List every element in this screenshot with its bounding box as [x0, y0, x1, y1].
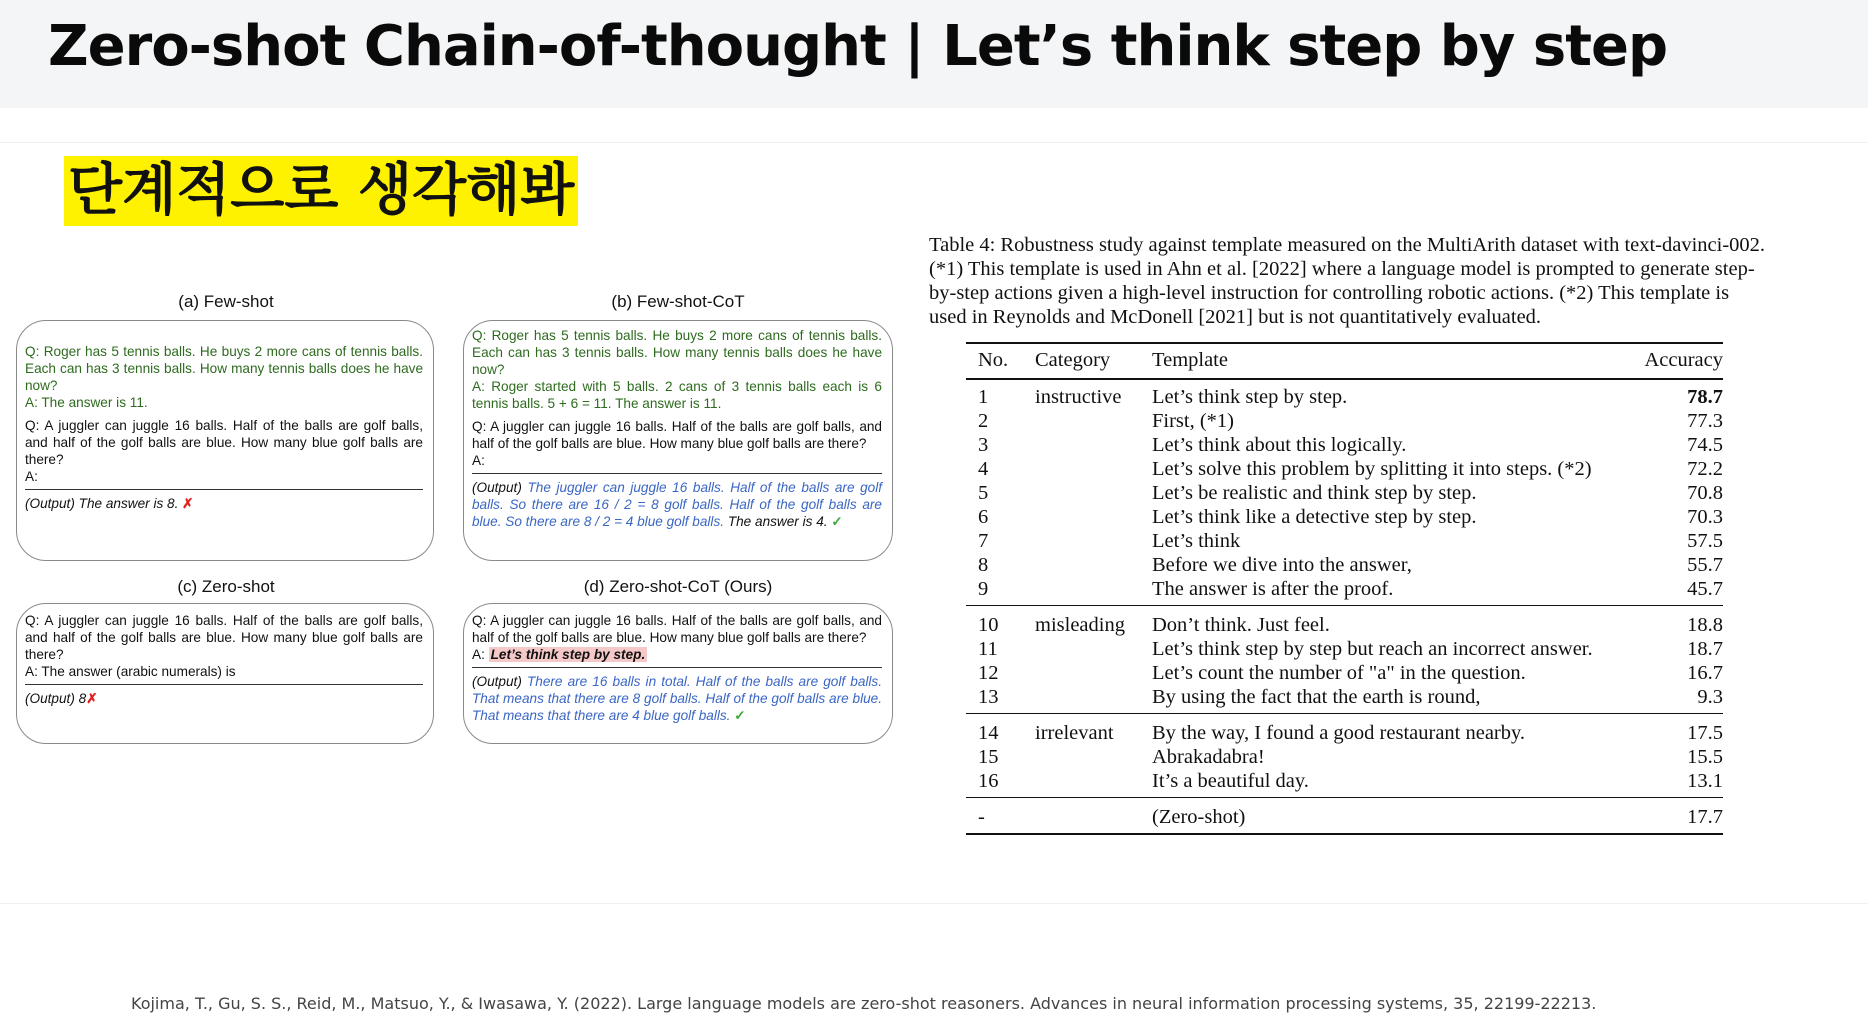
question-text: Q: A juggler can juggle 16 balls. Half of the balls are golf balls, and half of the golf balls are blue. How many blue golf balls are there?: [25, 418, 423, 467]
row-number: 15: [978, 746, 999, 768]
row-number: 3: [978, 434, 989, 456]
row-accuracy: 70.8: [1687, 482, 1723, 504]
row-number: 11: [978, 638, 998, 660]
row-accuracy: 78.7: [1687, 386, 1723, 408]
output-label: (Output): [472, 674, 522, 689]
output-label: (Output): [472, 480, 522, 495]
panel-zero-shot: [16, 603, 434, 744]
panel-caption-few-shot: (a) Few-shot: [178, 292, 274, 311]
row-category: misleading: [1035, 614, 1125, 636]
output-line: [25, 684, 423, 707]
row-number: 8: [978, 554, 989, 576]
panel-zero-shot-cot: [463, 603, 893, 744]
row-template: Let’s be realistic and think step by step.: [1152, 482, 1477, 504]
row-accuracy: 45.7: [1687, 578, 1723, 600]
row-accuracy: 72.2: [1687, 458, 1723, 480]
row-number: 14: [978, 722, 999, 744]
table-group-rule: [966, 605, 1723, 606]
output-text: There are 16 balls in total. Half of the balls are golf balls. That means that there are 8 golf balls. Half of the golf balls are blue. That means that there are 4 blue golf balls.: [472, 674, 882, 723]
output-label: (Output): [25, 496, 75, 511]
row-number: 2: [978, 410, 989, 432]
table-bottom-rule: [966, 833, 1723, 835]
divider: [0, 903, 1868, 904]
row-number: -: [978, 806, 985, 828]
check-icon: ✓: [734, 708, 746, 723]
question-text: Q: A juggler can juggle 16 balls. Half of the balls are golf balls, and half of the golf balls are blue. How many blue golf balls are there?: [25, 613, 423, 662]
trigger-phrase: Let’s think step by step.: [490, 647, 646, 662]
row-accuracy: 18.7: [1687, 638, 1723, 660]
table-group-rule: [966, 797, 1723, 798]
row-accuracy: 74.5: [1687, 434, 1723, 456]
row-template: Let’s think: [1152, 530, 1241, 552]
example-question: Q: Roger has 5 tennis balls. He buys 2 more cans of tennis balls. Each can has 3 tennis balls. How many tennis balls does he have now?: [472, 328, 882, 377]
panel-few-shot: [16, 320, 434, 561]
row-accuracy: 18.8: [1687, 614, 1723, 636]
row-template: Let’s think about this logically.: [1152, 434, 1407, 456]
row-category: irrelevant: [1035, 722, 1114, 744]
example-answer: A: Roger started with 5 balls. 2 cans of 3 tennis balls each is 6 tennis balls. 5 + 6 = 11. The answer is 11.: [472, 379, 882, 411]
example-question: Q: Roger has 5 tennis balls. He buys 2 more cans of tennis balls. Each can has 3 tennis balls. How many tennis balls does he have now?: [25, 344, 423, 393]
row-number: 10: [978, 614, 999, 636]
output-line: [472, 667, 882, 724]
question-text: Q: A juggler can juggle 16 balls. Half of the balls are golf balls, and half of the golf balls are blue. How many blue golf balls are there?: [472, 419, 882, 451]
answer-text: A: The answer (arabic numerals) is: [25, 664, 236, 679]
output-reasoning: The juggler can juggle 16 balls. Half of the balls are golf balls. So there are 16 / 2 = 8 golf balls. Half of the golf balls are blue. So there are 8 / 2 = 4 blue golf balls.: [472, 480, 882, 529]
row-accuracy: 55.7: [1687, 554, 1723, 576]
output-line: [472, 473, 882, 530]
row-template: First, (*1): [1152, 410, 1234, 432]
row-number: 1: [978, 386, 989, 408]
divider: [0, 142, 1868, 143]
output-answer: The answer is 4.: [727, 514, 828, 529]
row-accuracy: 17.5: [1687, 722, 1723, 744]
panel-caption-zero-shot-cot: (d) Zero-shot-CoT (Ours): [583, 577, 773, 596]
row-template: (Zero-shot): [1152, 806, 1246, 828]
answer-prefix: A:: [472, 453, 485, 468]
row-accuracy: 16.7: [1687, 662, 1723, 684]
output-text: The answer is 8.: [78, 496, 179, 511]
row-template: Let’s think step by step.: [1152, 386, 1348, 408]
table-top-rule: [966, 342, 1723, 344]
row-template: Before we dive into the answer,: [1152, 554, 1412, 576]
header-no: No.: [978, 349, 1009, 371]
row-number: 6: [978, 506, 989, 528]
row-number: 4: [978, 458, 989, 480]
panel-few-shot-cot: [463, 320, 893, 561]
row-number: 12: [978, 662, 999, 684]
row-accuracy: 15.5: [1687, 746, 1723, 768]
slide-title: Zero-shot Chain-of-thought | Let’s think step by step: [48, 14, 1668, 79]
row-number: 16: [978, 770, 999, 792]
row-accuracy: 70.3: [1687, 506, 1723, 528]
header-accuracy: Accuracy: [1644, 349, 1723, 371]
row-category: instructive: [1035, 386, 1122, 408]
answer-prefix: A:: [472, 647, 485, 662]
row-number: 5: [978, 482, 989, 504]
table-header-rule: [966, 378, 1723, 380]
row-accuracy: 13.1: [1687, 770, 1723, 792]
output-label: (Output): [25, 691, 75, 706]
row-number: 7: [978, 530, 989, 552]
row-template: Don’t think. Just feel.: [1152, 614, 1330, 636]
row-number: 9: [978, 578, 989, 600]
cross-icon: ✗: [86, 691, 98, 706]
cross-icon: ✗: [182, 496, 194, 511]
row-accuracy: 57.5: [1687, 530, 1723, 552]
table-caption: Table 4: Robustness study against template measured on the MultiArith dataset with text-davinci-002. (*1) This template is used in Ahn et al. [2022] where a language model is prompted to generate step-by-step actions given a high-level instruction for controlling robotic actions. (*2) This template is used in Reynolds and McDonell [2021] but is not quantitatively evaluated.: [929, 234, 1766, 328]
output-line: [25, 489, 423, 512]
row-template: By using the fact that the earth is round,: [1152, 686, 1481, 708]
row-template: The answer is after the proof.: [1152, 578, 1394, 600]
row-accuracy: 17.7: [1687, 806, 1723, 828]
panel-caption-zero-shot: (c) Zero-shot: [177, 577, 275, 596]
table-group-rule: [966, 713, 1723, 714]
row-template: Let’s solve this problem by splitting it into steps. (*2): [1152, 458, 1592, 480]
example-answer: A: The answer is 11.: [25, 395, 148, 410]
row-template: It’s a beautiful day.: [1152, 770, 1309, 792]
panel-caption-few-shot-cot: (b) Few-shot-CoT: [611, 292, 745, 311]
question-text: Q: A juggler can juggle 16 balls. Half of the balls are golf balls, and half of the golf balls are blue. How many blue golf balls are there?: [472, 613, 882, 645]
row-template: Let’s count the number of "a" in the question.: [1152, 662, 1526, 684]
row-template: Abrakadabra!: [1152, 746, 1265, 768]
row-accuracy: 9.3: [1697, 686, 1723, 708]
answer-prefix: A:: [25, 469, 38, 484]
answer-line: [472, 646, 882, 663]
row-template: Let’s think like a detective step by step.: [1152, 506, 1477, 528]
check-icon: ✓: [831, 514, 843, 529]
row-number: 13: [978, 686, 999, 708]
header-category: Category: [1035, 349, 1111, 371]
citation: Kojima, T., Gu, S. S., Reid, M., Matsuo, Y., & Iwasawa, Y. (2022). Large language models are zero-shot reasoners. Advances in neural information processing systems, 35, 22199-22213.: [131, 994, 1597, 1013]
output-text: 8: [78, 691, 87, 706]
highlighted-heading: 단계적으로 생각해봐: [64, 156, 578, 226]
row-template: Let’s think step by step but reach an incorrect answer.: [1152, 638, 1593, 660]
header-template: Template: [1152, 349, 1228, 371]
row-template: By the way, I found a good restaurant nearby.: [1152, 722, 1526, 744]
row-accuracy: 77.3: [1687, 410, 1723, 432]
